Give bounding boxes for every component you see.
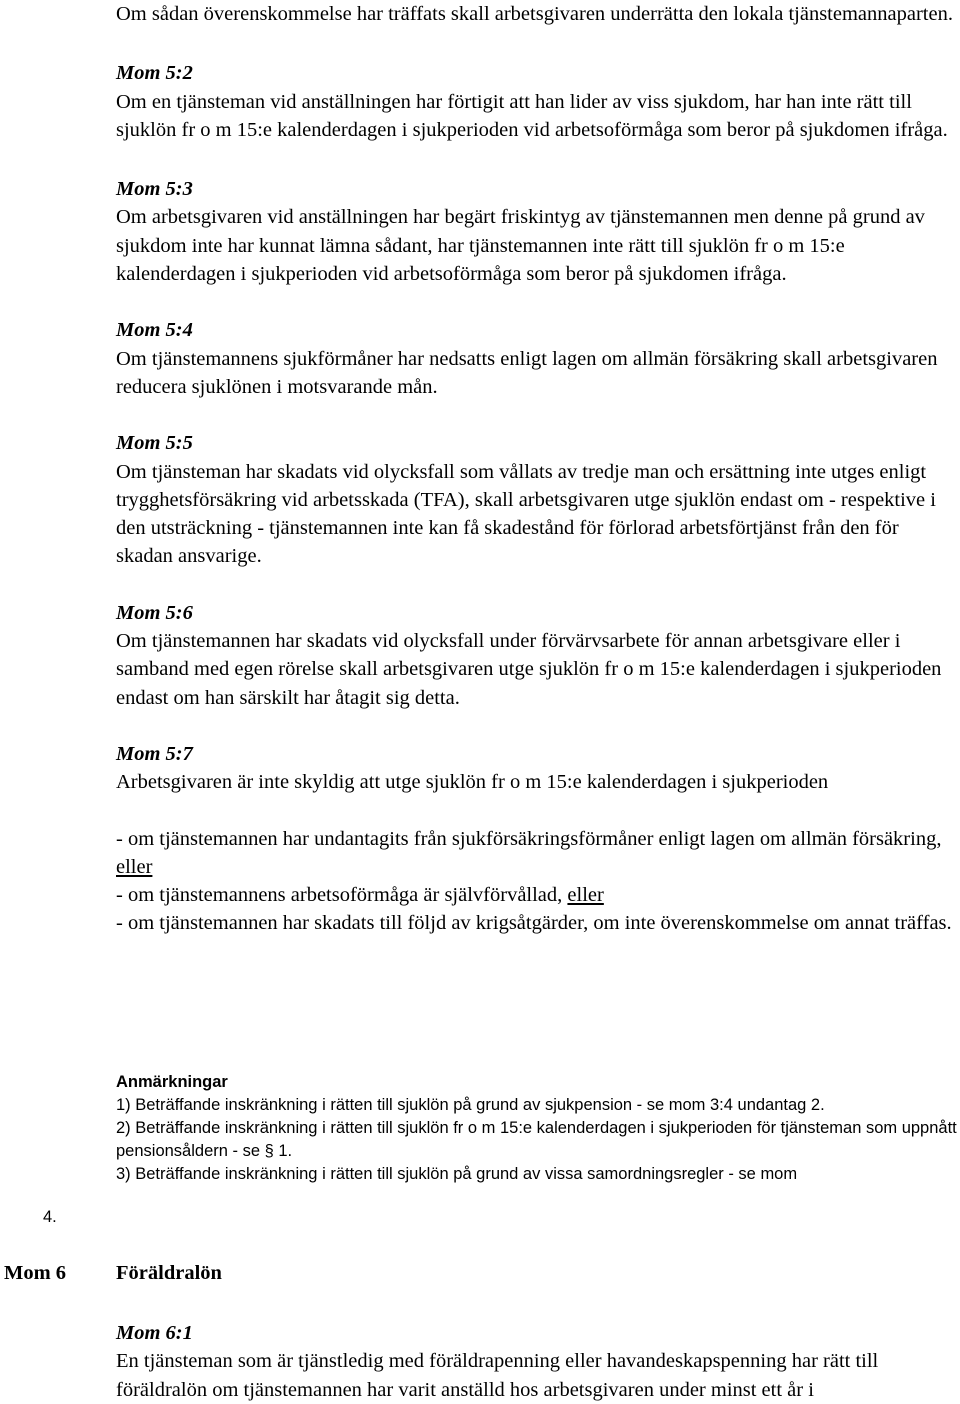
section-text: Om tjänstemannen har skadats vid olycksfall under förvärvsarbete för annan arbetsgivare eller i samband med egen rörelse skall arbetsgivaren utge sjuklön fr o m 15:e kalenderdagen i sjukperioden endast om han särskilt har åtagit sig detta. <box>116 630 942 709</box>
remark-item: 1) Beträffande inskränkning i rätten till sjuklön på grund av sjukpension - se mom 3:4 undantag 2. <box>116 1096 825 1114</box>
list-item <box>116 881 956 909</box>
section-heading: Mom 5:6 <box>116 601 193 624</box>
list-item <box>116 825 956 882</box>
list-item: - om tjänstemannen har skadats till följd av krigsåtgärder, om inte överenskommelse om annat träffas. <box>116 912 952 935</box>
section-mom-5-3 <box>116 175 956 288</box>
section-mom-5-6 <box>116 599 956 712</box>
section-heading: Mom 6:1 <box>116 1322 193 1344</box>
main-text-column <box>116 0 956 938</box>
section-text: Om en tjänsteman vid anställningen har förtigit att han lider av viss sjukdom, har han inte rätt till sjuklön fr o m 15:e kalenderdagen i sjukperioden vid arbetsoförmåga som beror på sjukdomen ifråga. <box>116 90 948 141</box>
section-heading: Mom 5:3 <box>116 178 193 201</box>
section-mom-6-1 <box>116 1319 960 1404</box>
remarks-title: Anmärkningar <box>116 1073 228 1091</box>
section-text: Om tjänsteman har skadats vid olycksfall som vållats av tredje man och ersättning inte utges enligt trygghetsförsäkring vid arbetsskada (TFA), skall arbetsgivaren utge sjuklön endast om - respektive i den utsträckning - tjänstemannen inte kan få skadestånd för förlorad arbetsförtjänst från den för skadan ansvarige. <box>116 460 936 568</box>
section-heading: Mom 5:5 <box>116 432 193 455</box>
section-heading: Mom 5:2 <box>116 62 193 85</box>
remark-item: 2) Beträffande inskränkning i rätten till sjuklön fr o m 15:e kalenderdagen i sjukperioden för tjänsteman som uppnått pensionsåldern - se § 1. <box>116 1119 957 1160</box>
section-heading: Mom 5:7 <box>116 742 193 765</box>
remark-item: 3) Beträffande inskränkning i rätten till sjuklön på grund av vissa samordningsregler - se mom <box>116 1165 798 1183</box>
list-item-conjunction: eller <box>116 855 153 878</box>
section-mom-5-5 <box>116 429 956 570</box>
intro-paragraph: Om sådan överenskommelse har träffats skall arbetsgivaren underrätta den lokala tjänstemannaparten. <box>116 3 953 25</box>
mom6-title: Föräldralön <box>116 1262 222 1284</box>
section-mom-5-4 <box>116 316 956 401</box>
list-item-text: - om tjänstemannen har undantagits från sjukförsäkringsförmåner enligt lagen om allmän försäkring, <box>116 827 942 850</box>
margin-marker: 4. <box>43 1208 57 1226</box>
section-text: Arbetsgivaren är inte skyldig att utge sjuklön fr o m 15:e kalenderdagen i sjukperioden <box>116 771 829 794</box>
section-text: En tjänsteman som är tjänstledig med föräldrapenning eller havandeskapspenning har rätt till föräldralön om tjänstemannen har varit anställd hos arbetsgivaren under minst ett år i <box>116 1350 879 1401</box>
remarks-block <box>116 1071 960 1186</box>
mom6-label: Mom 6 <box>4 1262 67 1284</box>
list-item-text: - om tjänstemannens arbetsoförmåga är självförvållad, <box>116 884 563 907</box>
list-item-conjunction: eller <box>567 884 604 907</box>
section-mom-5-2 <box>116 59 956 144</box>
section-text: Om arbetsgivaren vid anställningen har begärt friskintyg av tjänstemannen men denne på grund av sjukdom inte har kunnat lämna sådant, har tjänstemannen inte rätt till sjuklön fr o m 15:e kalenderdagen i sjukperioden vid arbetsoförmåga som beror på sjukdomen ifråga. <box>116 206 925 286</box>
section-heading: Mom 5:4 <box>116 319 193 342</box>
section-mom-5-7 <box>116 740 956 938</box>
section-text: Om tjänstemannens sjukförmåner har nedsatts enligt lagen om allmän försäkring skall arbetsgivaren reducera sjuklönen i motsvarande mån. <box>116 347 938 398</box>
